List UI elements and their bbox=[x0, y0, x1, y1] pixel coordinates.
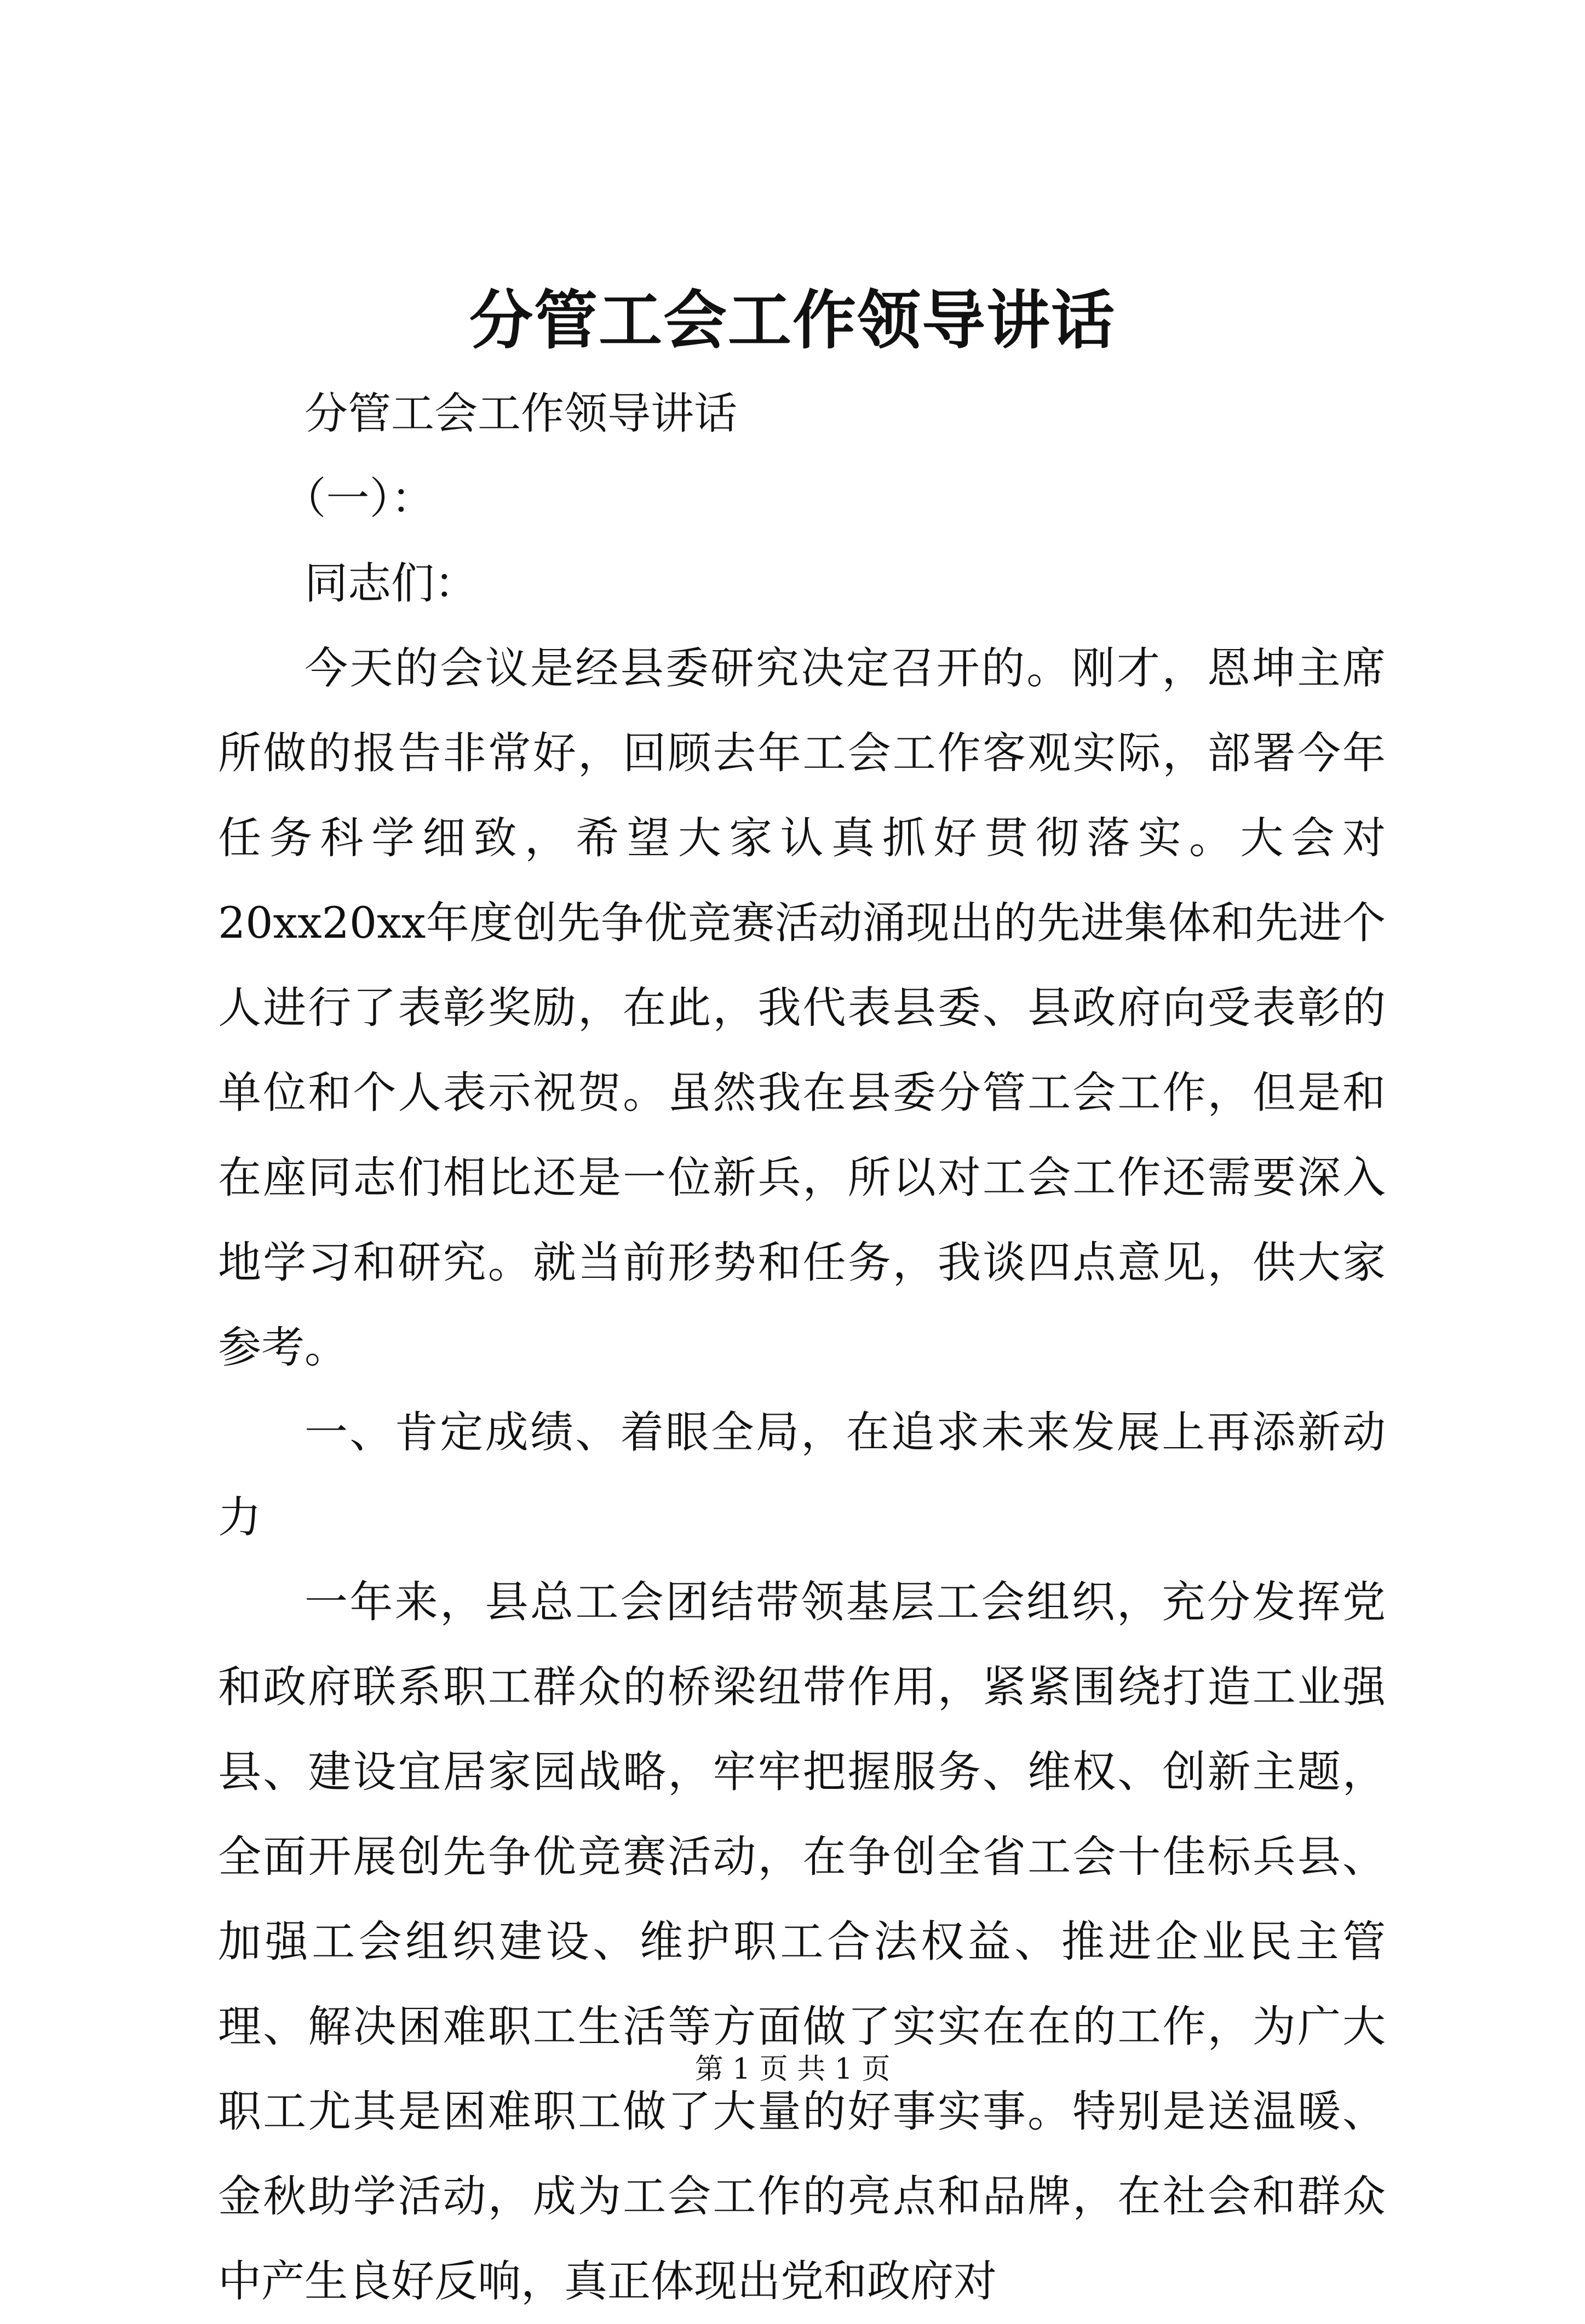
paragraph-achievements: 一年来，县总工会团结带领基层工会组织，充分发挥党和政府联系职工群众的桥梁纽带作用，紧紧围绕打造工业强县、建设宜居家园战略，牢牢把握服务、维权、创新主题，全面开展创先争优竞赛活动，在争创全省工会十佳标兵县、加强工会组织建设、维护职工合法权益、推进企业民主管理、解决困难职工生活等方面做了实实在在的工作，为广大职工尤其是困难职工做了大量的好事实事。特别是送温暖、金秋助学活动，成为工会工作的亮点和品牌，在社会和群众中产生良好反响，真正体现出党和政府对 bbox=[218, 1577, 1386, 2306]
document-title: 分管工会工作领导讲话 bbox=[469, 283, 1116, 358]
paragraph-heading-one: 一、肯定成绩、着眼全局，在追求未来发展上再添新动力 bbox=[218, 1407, 1386, 1542]
document-body bbox=[218, 371, 1386, 2324]
paragraph-opening: 今天的会议是经县委研究决定召开的。刚才，恩坤主席所做的报告非常好，回顾去年工会工作客观实际，部署今年任务科学细致，希望大家认真抓好贯彻落实。大会对20xx20xx年度创先争优竞赛活动涌现出的先进集体和先进个人进行了表彰奖励，在此，我代表县委、县政府向受表彰的单位和个人表示祝贺。虽然我在县委分管工会工作，但是和在座同志们相比还是一位新兵，所以对工会工作还需要深入地学习和研究。就当前形势和任务，我谈四点意见，供大家参考。 bbox=[218, 643, 1386, 1373]
page-footer: 第 1 页 共 1 页 bbox=[694, 2053, 891, 2086]
paragraph-subtitle: 分管工会工作领导讲话 bbox=[305, 388, 737, 439]
paragraph-salutation: 同志们： bbox=[305, 558, 478, 609]
paragraph-section-number: （一）： bbox=[283, 473, 434, 524]
